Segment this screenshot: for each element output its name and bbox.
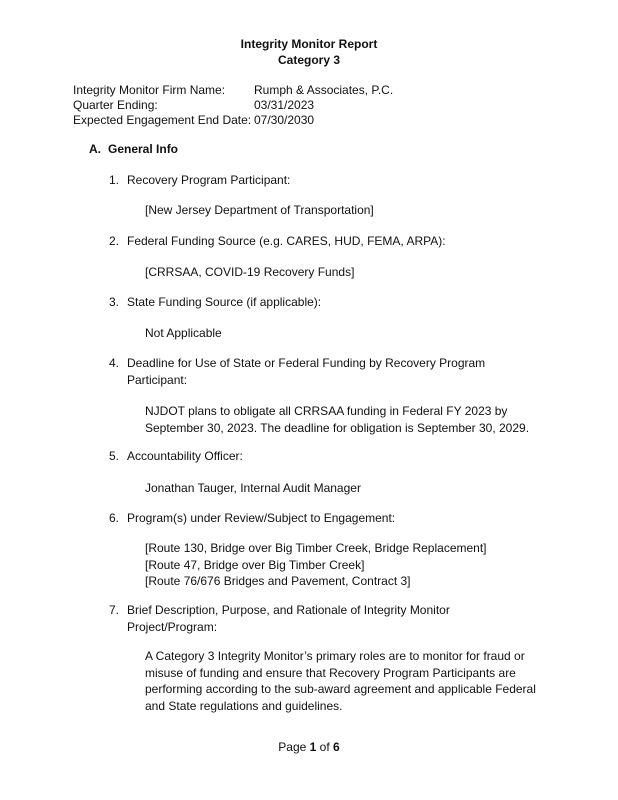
item-answer: [145, 325, 555, 342]
item-number: 7.: [109, 603, 120, 617]
engagement-end-label: Expected Engagement End Date:: [73, 113, 252, 127]
item-number: 3.: [109, 295, 120, 309]
answer-line: NJDOT plans to obligate all CRRSAA funding in Federal FY 2023 by: [145, 404, 508, 418]
item-number: 1.: [109, 173, 120, 187]
answer-line: misuse of funding and ensure that Recovery Program Participants are: [145, 665, 516, 680]
item-number: 5.: [109, 449, 120, 463]
page-of: of: [319, 740, 330, 754]
item-question: Brief Description, Purpose, and Rationale of Integrity Monitor Project/Program:: [127, 603, 450, 634]
answer-line: and State regulations and guidelines.: [145, 698, 343, 713]
item-answer: [145, 540, 555, 590]
answer-line: Not Applicable: [145, 326, 222, 340]
answer-line: [Route 76/676 Bridges and Pavement, Contract 3]: [145, 574, 411, 588]
answer-line: performing according to the sub-award agreement and applicable Federal: [145, 682, 536, 696]
item-answer: [145, 202, 555, 219]
firm-name-label: Integrity Monitor Firm Name:: [73, 83, 226, 97]
answer-line: [New Jersey Department of Transportation]: [145, 203, 374, 217]
item-answer: [145, 403, 555, 436]
answer-line: [CRRSAA, COVID-19 Recovery Funds]: [145, 265, 355, 279]
item-number: 4.: [109, 356, 120, 370]
item-answer: [145, 480, 555, 497]
report-title: Integrity Monitor Report: [240, 37, 378, 51]
item-number: 2.: [109, 234, 120, 248]
item-question: Recovery Program Participant:: [127, 173, 291, 187]
engagement-end-value: 07/30/2030: [254, 113, 315, 127]
section-number: A.: [89, 142, 101, 156]
firm-name-value: Rumph & Associates, P.C.: [254, 83, 394, 97]
item-number: 6.: [109, 511, 120, 525]
answer-line: A Category 3 Integrity Monitor’s primary roles are to monitor for fraud or: [145, 649, 525, 663]
item-answer: [145, 648, 555, 714]
quarter-ending-label: Quarter Ending:: [73, 98, 158, 112]
page-current: 1: [309, 740, 317, 754]
page-indicator: [0, 740, 618, 754]
item-question: Federal Funding Source (e.g. CARES, HUD, FEMA, ARPA):: [127, 234, 446, 248]
section-title: General Info: [108, 142, 179, 156]
item-question: Accountability Officer:: [127, 449, 243, 463]
answer-line: [Route 130, Bridge over Big Timber Creek, Bridge Replacement]: [145, 541, 487, 555]
answer-line: [Route 47, Bridge over Big Timber Creek]: [145, 557, 365, 572]
item-answer: [145, 264, 555, 281]
report-category: Category 3: [277, 53, 341, 67]
item-question: Deadline for Use of State or Federal Funding by Recovery Program Participant:: [127, 356, 486, 387]
page-prefix: Page: [278, 740, 307, 754]
quarter-ending-value: 03/31/2023: [254, 98, 315, 112]
page-total: 6: [333, 740, 340, 754]
item-question: Program(s) under Review/Subject to Engagement:: [127, 511, 396, 525]
answer-line: Jonathan Tauger, Internal Audit Manager: [145, 481, 361, 495]
answer-line: September 30, 2023. The deadline for obligation is September 30, 2029.: [145, 420, 530, 435]
item-question: State Funding Source (if applicable):: [127, 295, 322, 309]
